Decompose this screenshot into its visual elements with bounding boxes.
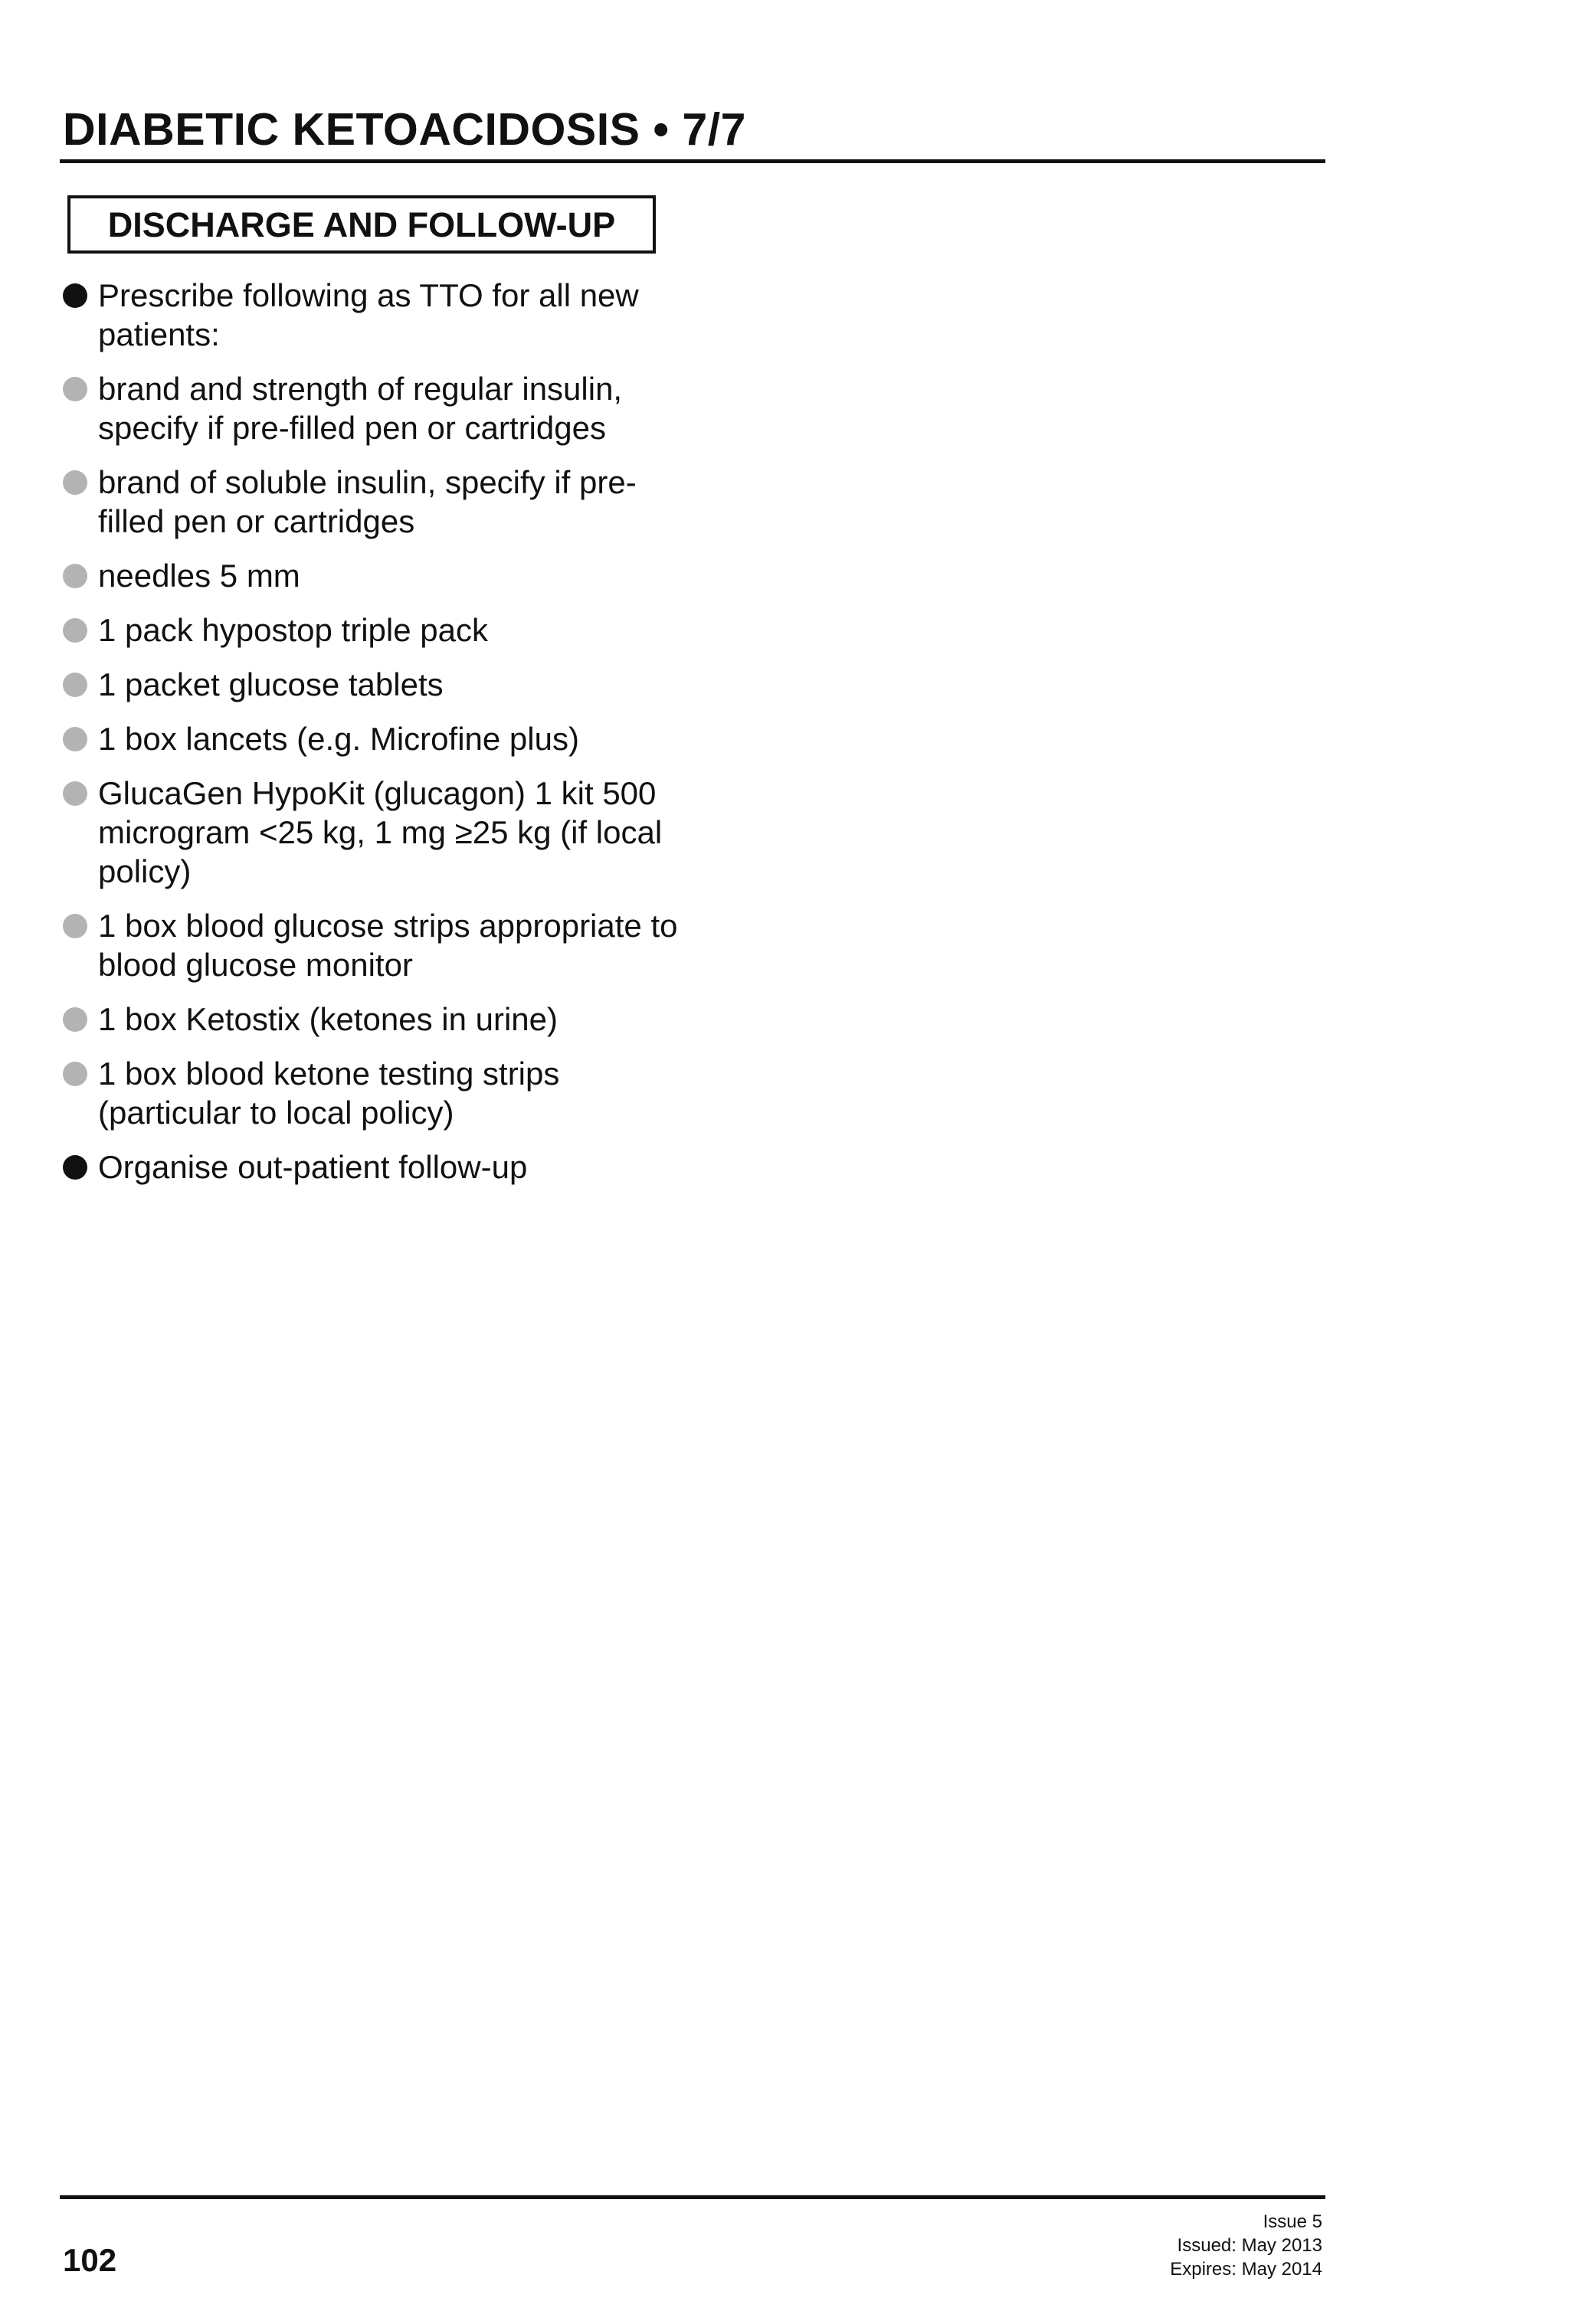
bullet-icon xyxy=(63,564,87,588)
bullet-icon xyxy=(63,1007,87,1032)
issued-date: Issued: May 2013 xyxy=(1177,2235,1322,2256)
page-number: 102 xyxy=(63,2242,117,2278)
list-item-text: 1 box Ketostix (ketones in urine) xyxy=(98,1001,558,1037)
bullet-icon xyxy=(63,283,87,308)
list-item-text: 1 box blood ketone testing strips (particular to local policy) xyxy=(98,1056,560,1131)
list-item-text: Prescribe following as TTO for all new patients: xyxy=(98,277,639,352)
list-item-text: 1 packet glucose tablets xyxy=(98,666,444,702)
section-heading: DISCHARGE AND FOLLOW-UP xyxy=(107,205,616,244)
list-item-text: needles 5 mm xyxy=(98,558,300,594)
list-item xyxy=(63,369,691,447)
bullet-icon xyxy=(63,1155,87,1180)
list-item xyxy=(63,463,691,541)
list-item-text: 1 box lancets (e.g. Microfine plus) xyxy=(98,721,579,757)
list-item-text: Organise out-patient follow-up xyxy=(98,1149,528,1185)
issue-info xyxy=(1170,2210,1322,2281)
issue-number: Issue 5 xyxy=(1263,2211,1322,2232)
footer-divider xyxy=(60,2195,1325,2199)
page-title: DIABETIC KETOACIDOSIS • 7/7 xyxy=(63,104,746,155)
section-heading-box xyxy=(67,195,656,254)
bullet-icon xyxy=(63,781,87,806)
list-item xyxy=(63,1000,691,1039)
list-item-text: 1 pack hypostop triple pack xyxy=(98,612,488,648)
list-item-text: brand and strength of regular insulin, specify if pre-filled pen or cartridges xyxy=(98,371,623,446)
list-item-text: brand of soluble insulin, specify if pre-filled pen or cartridges xyxy=(98,464,637,539)
list-item xyxy=(63,556,691,595)
bullet-icon xyxy=(63,470,87,495)
bullet-icon xyxy=(63,1062,87,1086)
bullet-icon xyxy=(63,727,87,751)
list-item xyxy=(63,719,691,758)
bullet-icon xyxy=(63,914,87,938)
bullet-icon xyxy=(63,377,87,401)
bullet-icon xyxy=(63,618,87,643)
list-item xyxy=(63,665,691,704)
list-item xyxy=(63,774,691,891)
discharge-checklist xyxy=(63,276,691,1202)
list-item xyxy=(63,1054,691,1132)
bullet-icon xyxy=(63,673,87,697)
list-item xyxy=(63,610,691,650)
expiry-date: Expires: May 2014 xyxy=(1170,2259,1322,2280)
list-item-text: 1 box blood glucose strips appropriate to blood glucose monitor xyxy=(98,908,678,983)
title-divider xyxy=(60,159,1325,163)
list-item-text: GlucaGen HypoKit (glucagon) 1 kit 500 microgram <25 kg, 1 mg ≥25 kg (if local policy) xyxy=(98,775,663,889)
list-item xyxy=(63,276,691,354)
list-item xyxy=(63,906,691,984)
list-item xyxy=(63,1147,691,1187)
